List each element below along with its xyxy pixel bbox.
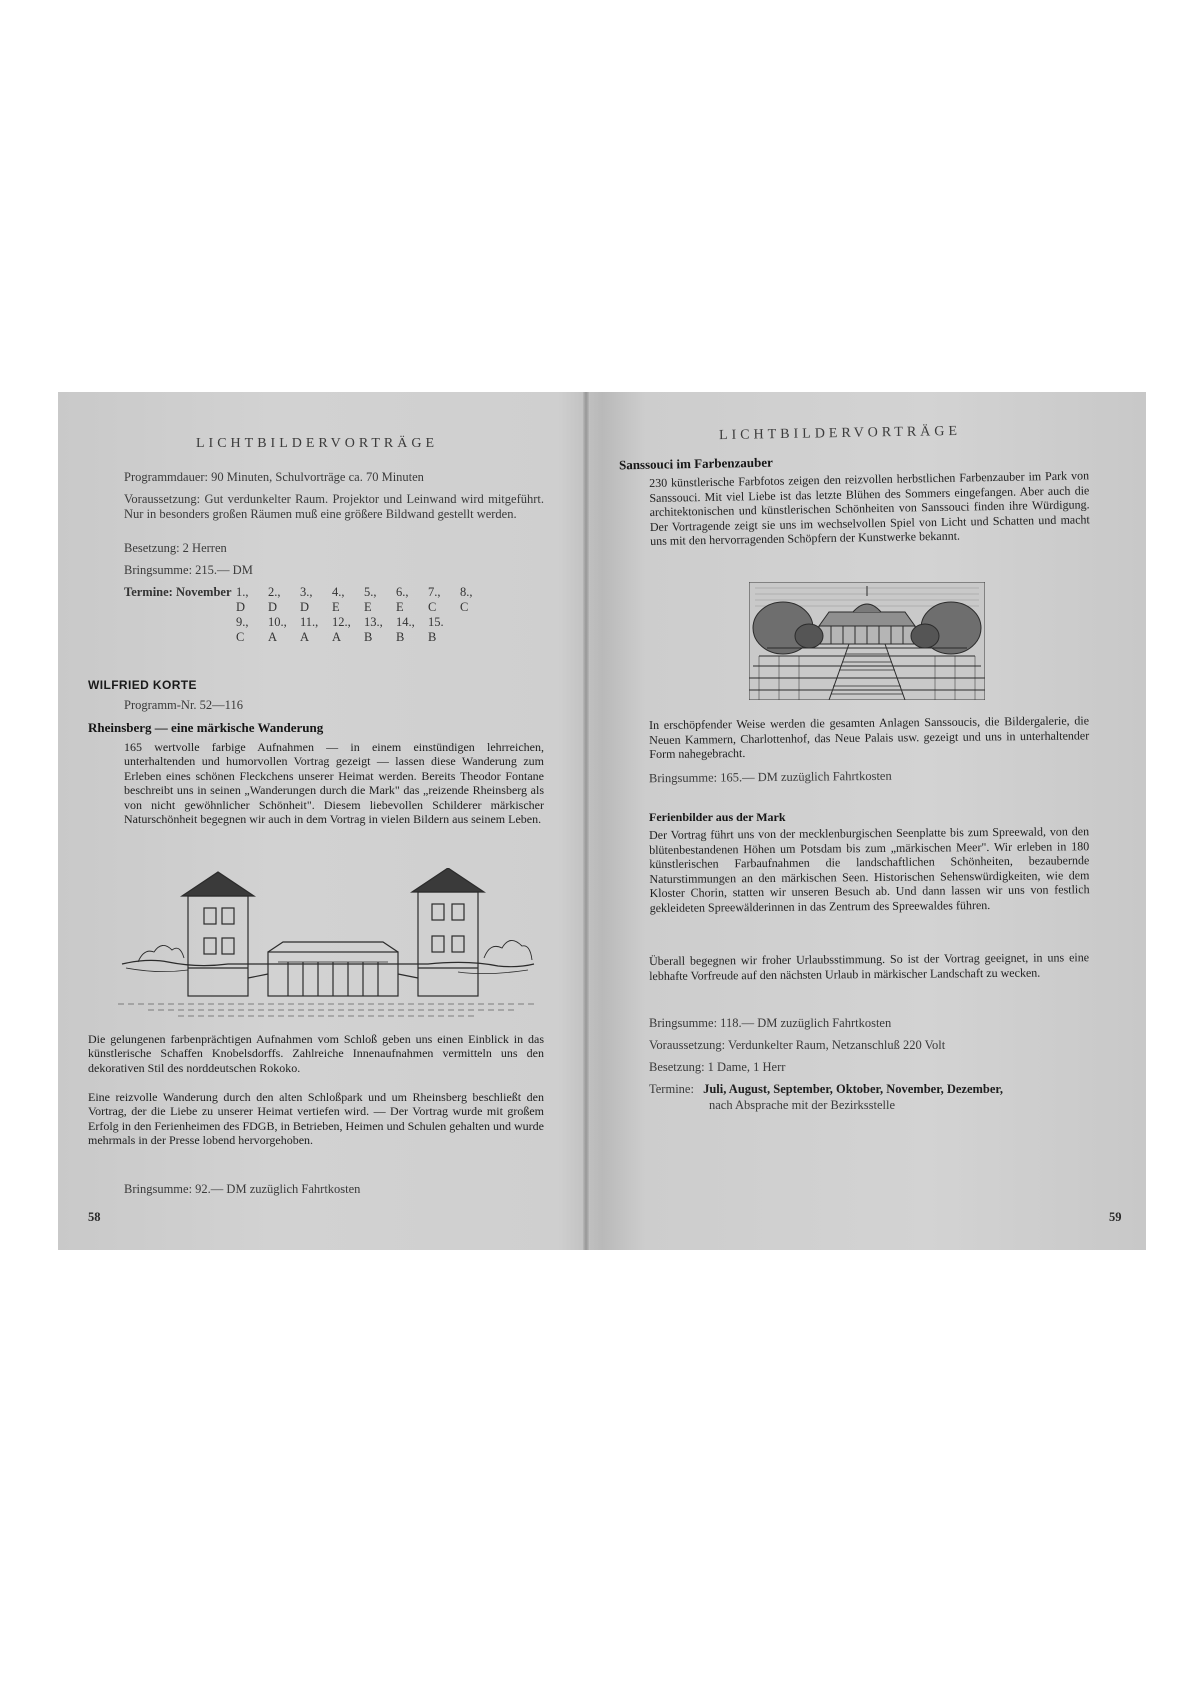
- termine-code: D: [268, 600, 278, 614]
- voraussetzung: Voraussetzung: Verdunkelter Raum, Netzanschluß 220 Volt: [649, 1038, 946, 1052]
- rheinsberg-castle-illustration: [118, 868, 538, 1022]
- termine-date: 7.,: [428, 585, 441, 599]
- termine-date: 8.,: [460, 585, 473, 599]
- termine-code: E: [332, 600, 340, 614]
- termine-code: B: [364, 630, 373, 644]
- after-text-2: Eine reizvolle Wanderung durch den alten Schloßpark und um Rheinsberg beschließt den Vortrag, der die Liebe zu unserer Heimat vertiefen wird. — Der Vortrag wurde mit großem Erfolg in den Ferienheimen des FDGB, in Betrieben, Heimen und Schulen gehalten und wurde mehrmals in der Presse lobend hervorgehoben.: [88, 1090, 544, 1148]
- termine-date: 14.,: [396, 615, 415, 629]
- talk-title: Ferienbilder aus der Mark: [649, 810, 786, 824]
- talk-after: In erschöpfender Weise werden die gesamten Anlagen Sanssoucis, die Bildergalerie, die Neuen Kammern, Charlottenhof, das Neue Palais usw. gezeigt und uns in unterhaltender Form nahegebracht.: [649, 713, 1090, 762]
- termine-code: C: [236, 630, 245, 644]
- termine-code: C: [460, 600, 469, 614]
- termine-code: B: [396, 630, 405, 644]
- termine-date: 2.,: [268, 585, 281, 599]
- besetzung: Besetzung: 1 Dame, 1 Herr: [649, 1060, 786, 1074]
- sanssouci-illustration: [749, 582, 985, 700]
- termine-label: Termine: November: [124, 585, 232, 599]
- termine-date: 13.,: [364, 615, 383, 629]
- termine-months: Juli, August, September, Oktober, November, Dezember,: [703, 1082, 1003, 1096]
- after-text-1: Die gelungenen farbenprächtigen Aufnahmen vom Schloß geben uns einen Einblick in das künstlerische Schaffen Knobelsdorffs. Zahlreiche Innenaufnahmen vermitteln uns den dekorativen Stil des norddeutschen Rokoko.: [88, 1032, 544, 1075]
- termine-date: 6.,: [396, 585, 409, 599]
- running-head: LICHTBILDERVORTRÄGE: [196, 436, 439, 451]
- right-page: [589, 392, 1146, 1250]
- termine-date: 10.,: [268, 615, 287, 629]
- termine-date: 12.,: [332, 615, 351, 629]
- talk-text: 165 wertvolle farbige Aufnahmen — in einem einstündigen lehrreichen, unterhaltenden und humorvollen Vortrag gezeigt — lassen diese Wanderung zum Erleben eines schönen Fleckchens unserer Heimat werden. Bereits Theodor Fontane beschreibt uns in seinen „Wanderungen durch die Mark" das „reizende Rheinsberg als von nicht gewöhnlicher Schönheit". Diesem liebevollen Schilderer märkischer Naturschönheit begegnen wir auch in dem Vortrag in vielen Bildern aus seinem Leben.: [124, 740, 544, 827]
- talk-text-2: Überall begegnen wir froher Urlaubsstimmung. So ist der Vortrag geeignet, in uns eine lebhafte Vorfreude auf den nächsten Urlaub in märkischer Landschaft zu wecken.: [649, 950, 1090, 983]
- termine-code: A: [300, 630, 310, 644]
- left-page: [58, 392, 583, 1250]
- termine-date: 5.,: [364, 585, 377, 599]
- voraussetzung: Voraussetzung: Gut verdunkelter Raum. Projektor und Leinwand wird mitgeführt. Nur in besonders großen Räumen muß eine größere Bildwand gestellt werden.: [124, 492, 544, 522]
- bringsumme-2: Bringsumme: 92.— DM zuzüglich Fahrtkosten: [124, 1182, 361, 1196]
- termine-schedule: [124, 585, 544, 645]
- book-spread: [58, 392, 1146, 1250]
- termine-date: 9.,: [236, 615, 249, 629]
- termine-date: 3.,: [300, 585, 313, 599]
- termine-code: D: [300, 600, 310, 614]
- talk-title: Rheinsberg — eine märkische Wanderung: [88, 720, 324, 735]
- running-head: LICHTBILDERVORTRÄGE: [718, 423, 962, 444]
- termine-code: D: [236, 600, 246, 614]
- termine-date: 1.,: [236, 585, 249, 599]
- termine-label: Termine:: [649, 1082, 694, 1096]
- termine-date: 11.,: [300, 615, 319, 629]
- termine: [649, 1082, 1109, 1097]
- bringsumme: Bringsumme: 118.— DM zuzüglich Fahrtkosten: [649, 1016, 892, 1030]
- termine-date: 15.: [428, 615, 444, 629]
- speaker-name: WILFRIED KORTE: [88, 678, 197, 692]
- bringsumme: Bringsumme: 165.— DM zuzüglich Fahrtkosten: [648, 768, 892, 786]
- besetzung: Besetzung: 2 Herren: [124, 541, 227, 555]
- termine-code: A: [268, 630, 278, 644]
- talk-title: Sanssouci im Farbenzauber: [618, 454, 773, 473]
- termine-code: A: [332, 630, 342, 644]
- page-number: 59: [1109, 1210, 1122, 1224]
- talk-text: Der Vortrag führt uns von der mecklenburgischen Seenplatte bis zum Spreewald, von den blütenbestandenen Höhen um Potsdam bis zum „märkischen Meer". Wir erleben in 180 künstlerischen Farbaufnahmen die landschaftlichen Schönheiten, bezaubernde Naturstimmungen an den märkischen Seen. Historischen Sehenswürdigkeiten, wie dem Kloster Chorin, statten wir unseren Besuch ab. Und dann lassen wir uns von festlich gekleideten Spreewälderinnen in das Zentrum des Spreewaldes führen.: [649, 824, 1090, 915]
- termine-code: C: [428, 600, 437, 614]
- termine-code: B: [428, 630, 437, 644]
- bringsumme: Bringsumme: 215.— DM: [124, 563, 253, 577]
- page-number: 58: [88, 1210, 101, 1224]
- termine-date: 4.,: [332, 585, 345, 599]
- termine-code: E: [364, 600, 372, 614]
- termine-note: nach Absprache mit der Bezirksstelle: [709, 1098, 896, 1112]
- programm-nr: Programm-Nr. 52—116: [124, 698, 243, 712]
- programmdauer: Programmdauer: 90 Minuten, Schulvorträge ca. 70 Minuten: [124, 470, 424, 484]
- termine-code: E: [396, 600, 404, 614]
- talk-text: 230 künstlerische Farbfotos zeigen den reizvollen herbstlichen Farbenzauber im Park von Sanssouci. Mit viel Liebe ist das letzte Blühen des Sommers eingefangen. Aber auch die architektonischen und künstlerischen Schönheiten von Sanssouci finden ihre Würdigung. Der Vortragende zeigt sie uns im wechselvollen Spiel von Licht und Schatten und macht uns mit den hervorragenden Schöpfern der Kunstwerke bekannt.: [649, 468, 1090, 549]
